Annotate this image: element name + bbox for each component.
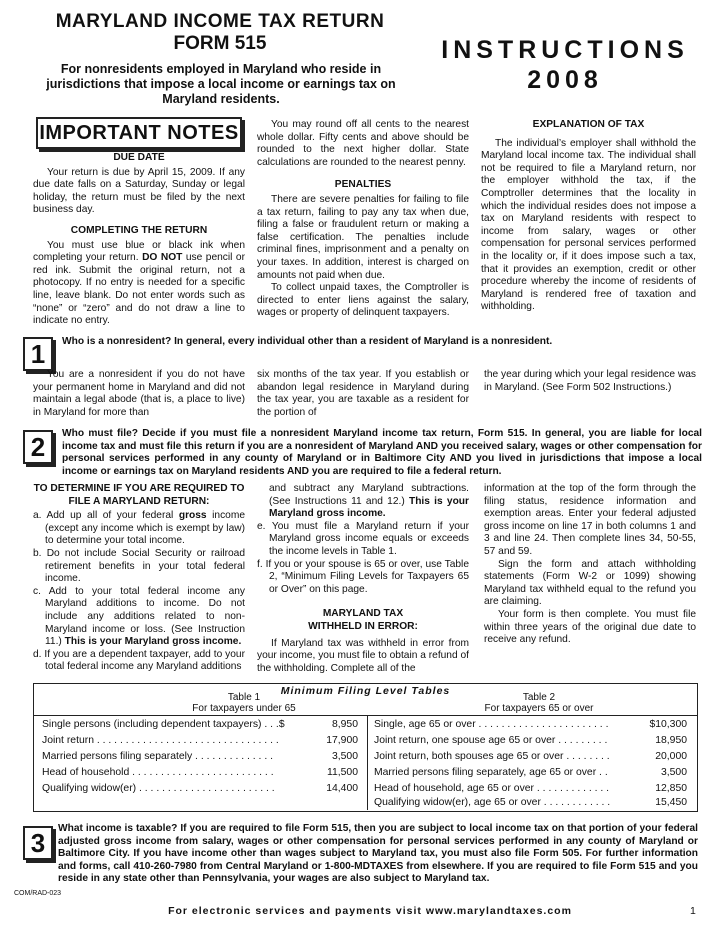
item-a bbox=[33, 510, 245, 548]
table-2-row-value: 12,850 bbox=[655, 783, 687, 794]
section-3-number: 3 bbox=[23, 826, 53, 860]
item-c-text: c. Add to your total federal income any Maryland additions to income. Do not include any additions related to non-Maryland income or loss. (See Instruction 11.) bbox=[33, 585, 245, 648]
table-1-row-label: Married persons filing separately . . . . . . . . . . . . . . bbox=[42, 751, 273, 762]
table-1-row-label: Joint return . . . . . . . . . . . . . . . . . . . . . . . . . . . . . . . . bbox=[42, 735, 279, 746]
table-2-row-label: Joint return, both spouses age 65 or over . . . . . . . . bbox=[374, 751, 610, 762]
notes-column-3 bbox=[481, 119, 696, 314]
tables-column-divider bbox=[367, 715, 368, 810]
item-f: f. If you or your spouse is 65 or over, use Table 2, “Minimum Filing Levels for Taxpayers 65 or Over” on this page. bbox=[257, 558, 469, 595]
section-3-question: What income is taxable? bbox=[58, 823, 178, 834]
section-1-question-line bbox=[62, 336, 702, 349]
section-1-col-1-text: You are a nonresident if you do not have your permanent home in Maryland and did not maintain a legal abode (that is, a place to live) in Maryland for more than bbox=[33, 369, 245, 418]
item-d-bold: This is your Maryland gross income. bbox=[269, 495, 469, 520]
table-1-title: Table 1 bbox=[227, 692, 261, 703]
table-1-subtitle: For taxpayers under 65 bbox=[192, 703, 296, 714]
section-1-answer: In general, every individual other than a resident of Maryland is a nonresident. bbox=[174, 336, 553, 347]
instructions-heading: INSTRUCTIONS bbox=[441, 36, 689, 64]
table-1-row-value: 8,950 bbox=[331, 719, 358, 730]
item-d-cont bbox=[269, 483, 469, 521]
section-2-question: Who must file? bbox=[62, 428, 138, 439]
table-1-row-label: Head of household . . . . . . . . . . . . . . . . . . . . . . . . . bbox=[42, 767, 274, 778]
rounding-text: You may round off all cents to the nearest whole dollar. Fifty cents and above should be rounded to the next higher dollar. State calculations are rounded to the nearest penny. bbox=[257, 119, 469, 168]
table-2-row-value: 3,500 bbox=[660, 767, 687, 778]
penalties-text: There are severe penalties for failing to file a tax return, failing to pay any tax when due, filing a false or fraudulent return or making a false certification. The penalties include criminal fines, imprisonment and a penalty on your taxes. In addition, interest is charged on amounts not paid when due. bbox=[257, 193, 469, 281]
table-1-row-value: 17,900 bbox=[326, 735, 358, 746]
item-d: d. If you are a dependent taxpayer, add to your total federal income any Maryland additions bbox=[33, 648, 245, 673]
section-1-col-3 bbox=[484, 369, 696, 394]
table-2-row-value: $10,300 bbox=[649, 719, 687, 730]
item-b: b. Do not include Social Security or railroad retirement benefits in your total federal income. bbox=[33, 547, 245, 585]
sign-text: Sign the form and attach withholding statements (Form W-2 or 1099) showing Maryland tax withheld equal to the refund you are claiming. bbox=[484, 558, 696, 608]
complete-text: Your form is then complete. You must file within three years of the original due date to receive any refund. bbox=[484, 608, 696, 646]
section-2-answer: Decide if you must file a nonresident Maryland income tax return, Form 515. In general, you are liable for local income tax and must file this return if you are a nonresident of Maryland AND you received salary, wages or other compensation for personal services performed in any county of Maryland or in Baltimore City AND you lived in jurisdictions that impose a local income or earnings tax on Maryland residents AND you are required to file a federal return. bbox=[62, 428, 702, 477]
section-1-col-1 bbox=[33, 369, 245, 419]
due-date-text: Your return is due by April 15, 2009. If any due date falls on a Saturday, Sunday or legal holiday, the return must be filed by the next business day. bbox=[33, 166, 245, 216]
table-1-row-value: 11,500 bbox=[326, 767, 358, 778]
form-title: MARYLAND INCOME TAX RETURN bbox=[55, 11, 385, 32]
table-2-row-label: Married persons filing separately, age 65 or over . . bbox=[374, 767, 608, 778]
explanation-heading: EXPLANATION OF TAX bbox=[532, 119, 645, 130]
table-2-row bbox=[374, 717, 687, 733]
item-c bbox=[33, 585, 245, 649]
section-1-question: Who is a nonresident? bbox=[62, 336, 172, 347]
table-1-row bbox=[42, 765, 358, 781]
determine-heading: TO DETERMINE IF YOU ARE REQUIRED TO FILE A MARYLAND RETURN: bbox=[33, 483, 245, 507]
table-2-row bbox=[374, 733, 687, 749]
section-1-col-2-text: six months of the tax year. If you establish or abandon legal residence in Maryland during the tax year, you are taxable as a resident for the portion of bbox=[257, 369, 469, 418]
item-a-text-1: a. Add up all of your federal bbox=[33, 510, 174, 522]
table-2-row bbox=[374, 749, 687, 765]
item-a-text-2: income (except any income which is exempt by law) to determine your total income. bbox=[45, 510, 245, 547]
section-2-col-1 bbox=[33, 483, 245, 674]
withheld-heading: MARYLAND TAX WITHHELD IN ERROR: bbox=[308, 608, 418, 632]
item-d-cont-text: and subtract any Maryland subtractions. (See Instructions 11 and 12.) bbox=[269, 483, 469, 507]
explanation-text: The individual’s employer shall withhold the Maryland local income tax. The individual shall not be required to file a Maryland return, nor the employer withhold the tax, if the Comptroller determines that the locality in which the individual resides does not impose a tax on Maryland residents with respect to income from salary, wages or other compensation for personal services performed in the locality or, if it does impose such a tax, that it provides an exemption, credit or other procedure whereby the income of residents of Maryland is rendered free of taxation and withholding. bbox=[481, 137, 696, 313]
page-number: 1 bbox=[690, 905, 696, 917]
important-notes-heading: IMPORTANT NOTES bbox=[36, 117, 242, 149]
notes-column-1 bbox=[33, 152, 245, 328]
form-subtitle: For nonresidents employed in Maryland who reside in jurisdictions that impose a local income or earnings tax on Maryland residents. bbox=[46, 62, 396, 106]
item-c-bold: This is your Maryland gross income. bbox=[64, 636, 242, 648]
section-1-col-2 bbox=[257, 369, 469, 419]
tax-year: 2008 bbox=[527, 66, 603, 94]
tables-header-divider bbox=[34, 715, 697, 716]
item-a-gross: gross bbox=[178, 510, 207, 522]
table-1-row bbox=[42, 717, 358, 733]
table-1-row bbox=[42, 733, 358, 749]
table-2-title: Table 2 bbox=[522, 692, 556, 703]
table-2-subtitle: For taxpayers 65 or over bbox=[484, 703, 594, 714]
section-2-question-line bbox=[62, 428, 702, 478]
form-code: COM/RAD-023 bbox=[14, 890, 62, 897]
section-2-col-2 bbox=[257, 483, 469, 675]
table-2-row-value: 15,450 bbox=[655, 797, 687, 808]
section-2-col-3 bbox=[484, 483, 696, 647]
table-2-row-label: Head of household, age 65 or over . . . . . . . . . . . . . bbox=[374, 783, 610, 794]
table-2-row-value: 18,950 bbox=[655, 735, 687, 746]
section-1-col-3-text: the year during which your legal residence was in Maryland. (See Form 502 Instructions.) bbox=[484, 369, 696, 393]
table-2-row-value: 20,000 bbox=[655, 751, 687, 762]
table-1-row-value: 3,500 bbox=[331, 751, 358, 762]
section-3-answer: If you are required to file Form 515, then you are subject to local income tax on that portion of your federal adjusted gross income from salary, wages or other compensation for personal services performed in any county of Maryland or Baltimore City. If you have income other than wages subject to Maryland tax, you must also file Form 505. For further information and forms, call 410-260-7980 from Central Maryland or 1-800-MDTAXES from elsewhere. If you are required to file Form 515 and you reside in any state other than Pennsylvania, your wages are also subject to Maryland tax. bbox=[58, 823, 698, 885]
withheld-text: If Maryland tax was withheld in error from your income, you must file to obtain a refund of the withholding. Complete all of the bbox=[257, 637, 469, 674]
tables-heading: Minimum Filing Level Tables bbox=[280, 685, 451, 697]
section-1-number: 1 bbox=[23, 337, 53, 371]
table-2-row-label: Qualifying widow(er), age 65 or over . . . . . . . . . . . . bbox=[374, 797, 611, 808]
withheld-cont: information at the top of the form through the filing status, residence information and exemption areas. Enter your federal adjusted gross income on line 17 in both columns 1 and 3 and line 24. Then complete lines 34, 50-55, 57 and 59. bbox=[484, 483, 696, 557]
completing-text-b: use pencil or red ink. Submit the original return, not a photocopy. If no entry is needed for a specific line, leave blank. Do not enter words such as “none” or “zero” and do not draw a line to indicate no entry. bbox=[33, 252, 245, 327]
table-1-row-label: Single persons (including dependent taxpayers) . . .$ bbox=[42, 719, 285, 730]
completing-text bbox=[33, 240, 245, 328]
table-2-row-label: Joint return, one spouse age 65 or over . . . . . . . . . bbox=[374, 735, 608, 746]
footer-text: For electronic services and payments visit www.marylandtaxes.com bbox=[168, 905, 572, 917]
notes-column-2 bbox=[257, 119, 469, 320]
form-number: FORM 515 bbox=[173, 33, 267, 54]
table-2-row bbox=[374, 765, 687, 781]
table-1-row-value: 14,400 bbox=[326, 783, 358, 794]
section-2-number: 2 bbox=[23, 430, 53, 464]
completing-text-a: You must use blue or black ink when completing your return. bbox=[33, 239, 245, 264]
table-1-row bbox=[42, 749, 358, 765]
table-1-row bbox=[42, 781, 358, 797]
penalties-heading: PENALTIES bbox=[334, 179, 392, 191]
table-2-row-label: Single, age 65 or over . . . . . . . . . . . . . . . . . . . . . . . bbox=[374, 719, 609, 730]
due-date-heading: DUE DATE bbox=[113, 152, 165, 163]
table-2-row bbox=[374, 795, 687, 811]
collect-text: To collect unpaid taxes, the Comptroller is directed to enter liens against the salary, wages or property of delinquent taxpayers. bbox=[257, 282, 469, 319]
table-1-row-label: Qualifying widow(er) . . . . . . . . . . . . . . . . . . . . . . . . bbox=[42, 783, 275, 794]
completing-do-not: DO NOT bbox=[142, 252, 183, 264]
item-e: e. You must file a Maryland return if your Maryland gross income equals or exceeds the income levels in Table 1. bbox=[257, 520, 469, 557]
minimum-filing-tables bbox=[33, 683, 698, 812]
section-3-question-line bbox=[58, 823, 698, 886]
completing-heading: COMPLETING THE RETURN bbox=[70, 224, 208, 236]
